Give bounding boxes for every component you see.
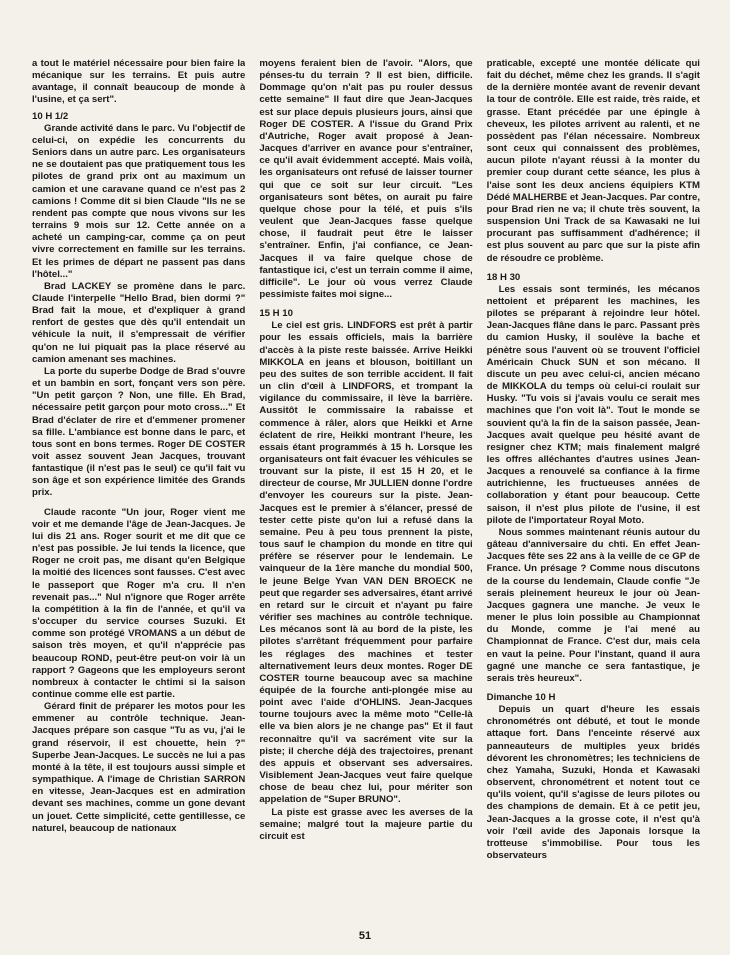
column-left [32, 58, 245, 918]
page-number: 51 [358, 930, 372, 942]
paragraph: La porte du superbe Dodge de Brad s'ouvre et un bambin en sort, fonçant vers son père. "Un petit garçon ? Non, une fille. Eh Brad, nécessaire petit garçon pour moto cross..." Et Brad d'éclater de rire et d'emmener promener sa fille. L'ambiance est bonne dans le parc, et tous sont en bons termes. Roger DE COSTER voit assez souvent Jean Jacques, trouvant fantastique (il n'est pas le seul) ce qu'il fait vu son âge et son expérience limitée des Grands prix. [32, 365, 246, 499]
paragraph: Gérard finit de préparer les motos pour les emmener au contrôle technique. Jean-Jacques prépare son casque "Tu as vu, j'ai le grand réservoir, il est chouette, hein ?" Superbe Jean-Jacques. Le succès ne lui a pas monté à la tête, il est toujours aussi simple et sympathique. A l'image de Christian SARRON en vitesse, Jean-Jacques est en admiration devant ses machines, comme un gone devant un jouet. Cette simplicité, cette gentillesse, ce naturel, beaucoup de nationaux [32, 701, 246, 834]
paragraph: La piste est grasse avec les averses de la semaine; malgré tout la majeure partie du circuit est [259, 806, 473, 842]
text-columns [32, 58, 700, 918]
paragraph: Le ciel est gris. LINDFORS est prêt à partir pour les essais officiels, mais la barrière d'accès à la piste reste baissée. Arrive Heikki MIKKOLA en jeans et blouson, boitillant un peu des suites de son terrible accident. Il fait un clin d'œil à LINDFORS, et trompant la vigilance du commissaire, il lève la barrière. Aussitôt le commissaire la rabaisse et commence à râler, alors que Heikki et Arne éclatent de rire, Heikki montrant l'heure, les essais étant programmés à 15 h. Lorsque les organisateurs ont fait évacuer les véhicules se trouvant sur la piste, il est 15 H 20, et le directeur de course, Mr JULLIEN donne l'ordre d'envoyer les coureurs sur la piste. Jean-Jacques est le premier à s'élancer, pressé de tester cette piste qu'on lui a refusé dans la semaine. Peu à peu tous prennent la piste, tous sauf le champion du monde en titre qui préfère se réserver pour le lendemain. Le vainqueur de la 1ère manche du mondial 500, le jeune Belge Yvan VAN DEN BROECK ne peut que regarder ses adversaires, étant arrivé en retard sur le circuit et n'ayant pu faire vérifier ses machines au contrôle technique. Les mécanos sont là au bord de la piste, les pilotes s'arrêtant fréquemment pour parfaire les réglages des machines et tester alternativement leurs deux montes. Roger DE COSTER tourne beaucoup avec sa machine équipée de la fourche anti-plongée mise au point avec l'aide d'OHLINS. Jean-Jacques tourne toujours avec la même moto "Celle-là elle va bien alors je ne change pas" Et il faut reconnaître qu'il va sacrément vite sur la piste; il cherche déjà des trajectoires, prenant des appuis et observant ses adversaires. Visiblement Jean-Jacques veut faire quelque chose de beau chez lui, pour mériter son appelation de "Super BRUNO". [259, 320, 473, 806]
section-heading: 10 H 1/2 [32, 110, 69, 122]
paragraph: a tout le matériel nécessaire pour bien faire la mécanique sur les terrains. Et puis autre avantage, il connaît beaucoup de monde à l'usine, et ça sert". [32, 58, 246, 106]
paragraph: praticable, excepté une montée délicate qui fait du déchet, même chez les grands. Il s'agit de la dernière montée avant de revenir devant la tour de contrôle. Elle est raide, très raide, et grasse. Etant précédée par une épingle à cheveux, les pilotes arrivent au ralenti, et ne possèdent pas l'élan nécessaire. Nombreux sont ceux qui connaissent des problèmes, aucun pilote n'ayant réussi à la monter du premier coup durant cette séance, les plus à l'aise sont les deux anciens équipiers KTM Dédé MALHERBE et Jean-Jacques. Par contre, pour Brad rien ne va; il chute très souvent, la suspension Uni Track de sa Kawasaki ne lui procurant pas suffisamment d'adhérence; il est plus souvent au parc que sur la piste afin de résoudre ce problème. [486, 58, 700, 264]
paragraph: Depuis un quart d'heure les essais chronométrés ont débuté, et tout le monde attaque fort. Dans l'enceinte réservé aux panneauteurs de multiples yeux bridés dévorent les chronomètres; les techniciens de chez Yamaha, Suzuki, Honda et Kawasaki observent, chronométrent et notent tout ce qu'ils voient, qu'il s'agisse de leurs pilotes ou des champions de demain. Et à ce petit jeu, Jean-Jacques a la grosse cote, il n'est qu'à voir l'œil avide des Japonais lorsque la trotteuse s'immobilise. Pour tous les observateurs [486, 704, 700, 861]
paragraph: Nous sommes maintenant réunis autour du gâteau d'anniversaire du chti. En effet Jean-Jacques fête ses 22 ans à la veille de ce GP de France. Un présage ? Comme nous discutons de la course du lendemain, Claude confie "Je serais pleinement heureux le jour où Jean-Jacques gagnera une manche. Je veux le mener le plus loin possible au Championnat du Monde, comme je l'ai mené au Championnat de France. C'est dur, mais cela en vaut la peine. Pour l'instant, quand il aura gagné une manche ce sera fantastique, je serais très heureux". [486, 526, 700, 684]
section-heading: 15 H 10 [259, 308, 293, 320]
section-heading: 18 H 30 [486, 271, 521, 283]
paragraph: Claude raconte "Un jour, Roger vient me voir et me demande l'âge de Jean-Jacques. Je lui dis 21 ans. Roger sourit et me dit que ce n'est pas possible. Je lui tends la licence, que Roger ne croit pas, me disant qu'en Belgique la moitié des licences sont fausses. C'est avec le passeport que Roger m'a cru. Il n'en revenait pas..." Nul n'ignore que Roger arrête la compétition à la fin de l'année, et qu'il va s'occuper du service courses Suzuki. Et comme son protégé VROMANS a un début de saison très moyen, et qu'il n'apprécie pas beaucoup ROND, peut-être peut-on voir là un rapport ? Gageons que les employeurs seront nombreux à contacter le chtimi si la saison continue comme elle est partie. [32, 506, 246, 700]
paragraph: Les essais sont terminés, les mécanos nettoient et préparent les machines, les pilotes se préparant à rejoindre leur hôtel. Jean-Jacques flâne dans le parc. Passant près du camion Husky, il soulève la bache et pénètre sous l'auvent où se trouvent l'officiel Américain Chuck SUN et son mécano. Il discute un peu avec celui-ci, ancien mécano de MIKKOLA du temps où celui-ci roulait sur Husky. "Tu vois si j'avais voulu ce serait mes machines que l'on voit là". Tout le monde se souvient qu'à la fin de la saison passée, Jean-Jacques avait quelque peu hésité avant de resigner chez KTM; mais finalement malgré les offres alléchantes d'autres usines Jean-Jacques a renouvelé sa confiance à la firme autrichienne, les fructueuses années de collaboration y étant pour beaucoup. Cette saison, il n'est plus pilote de l'usine, il est pilote de l'importateur Royal Moto. [486, 283, 700, 526]
paragraph: Brad LACKEY se promène dans le parc. Claude l'interpelle "Hello Brad, bien dormi ?" Brad fait la moue, et d'expliquer à grand renfort de gestes que dès qu'il entendait un véhicule la nuit, il s'empressait de vérifier qu'on ne lui piquait pas la place réservé au camion amenant ses machines. [32, 280, 246, 365]
column-middle [259, 58, 472, 918]
paragraph: Grande activité dans le parc. Vu l'objectif de celui-ci, on expédie les concurrents du Seniors dans un autre parc. Les organisateurs ne se doutaient pas que pratiquement tous les pilotes de grand prix ont au maximum un camion et une caravane quand ce n'est pas 2 camions ! Comme dit si bien Claude "Ils ne se rendent pas compte que nous vivons sur les terrains 9 mois sur 12. Cette année on a acheté un camping-car, comme ça on peut vivre correctement en famille sur les terrains. Et les primes de départ ne passent pas dans l'hôtel..." [32, 122, 246, 280]
section-heading: Dimanche 10 H [486, 691, 556, 703]
column-right [487, 58, 700, 918]
paragraph: moyens feraient bien de l'avoir. "Alors, que pénses-tu du terrain ? Il est bien, difficile. Dommage qu'on n'ait pas pu rouler dessus cette semaine" Il faut dire que Jean-Jacques est sur place depuis plusieurs jours, ainsi que Roger DE COSTER. A l'issue du Grand Prix d'Autriche, Roger avait proposé à Jean-Jacques d'arriver en avance pour s'entraîner, ce qu'il avait évidemment accepté. Mais voilà, les organisateurs ont refusé de laisser tourner qui que ce soit sur leur circuit. "Les organisateurs sont bêtes, on aurait pu faire quelque chose pour la télé, et puis s'ils veulent que Jean-Jacques fasse quelque chose, il faudrait peut être le laisser s'entraîner. Enfin, j'ai confiance, ce Jean-Jacques il va faire quelque chose de fantastique ici, c'est un terrain comme il aime, difficile". Le jour où vous verrez Claude pessimiste faites moi signe... [259, 58, 473, 300]
